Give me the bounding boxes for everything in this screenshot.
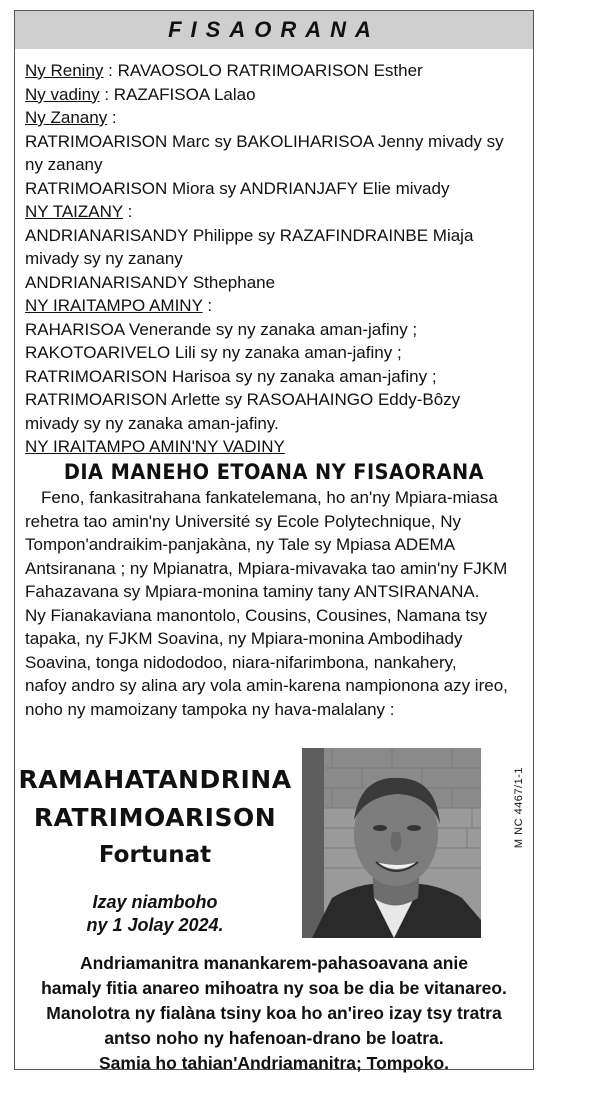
iraitampo-heading bbox=[25, 294, 523, 318]
closing-line: antso noho ny hafenoan-drano be loatra. bbox=[104, 1028, 444, 1048]
reniny-label: Ny Reniny bbox=[25, 61, 104, 80]
reniny-line bbox=[25, 59, 523, 83]
iraitampo-line: RAKOTOARIVELO Lili sy ny zanaka aman-jafiny ; bbox=[25, 343, 402, 362]
taizany-line: mivady sy ny zanany bbox=[25, 249, 183, 268]
taizany-line: ANDRIANARISANDY Philippe sy RAZAFINDRAINBE Miaja bbox=[25, 225, 474, 245]
iraitampo-line: RATRIMOARISON Arlette sy RASOAHAINGO Eddy-Bôzy bbox=[25, 390, 461, 409]
iraitampo-suffix: : bbox=[202, 296, 213, 315]
closing-line: Manolotra ny fialàna tsiny koa ho an'ireo izay tsy tratra bbox=[46, 1003, 502, 1023]
closing-message bbox=[15, 951, 533, 1076]
thanks-paragraph-1 bbox=[25, 486, 523, 604]
thanks-line: Tompon'andraikim-panjakàna, ny Tale sy Mpiasa ADEMA bbox=[25, 535, 456, 554]
taizany-label: NY TAIZANY bbox=[25, 202, 123, 221]
thanks-line: Soavina, tonga nidododoo, niara-nifarimbona, nankahery, bbox=[25, 652, 457, 672]
deceased-portrait bbox=[302, 748, 481, 938]
notice-content bbox=[25, 59, 523, 721]
thanks-line: Antsiranana ; ny Mpianatra, Mpiara-mivavaka tao amin'ny FJKM bbox=[25, 558, 508, 578]
iraitampo-line: RAHARISOA Venerande sy ny zanaka aman-jafiny ; bbox=[25, 319, 418, 339]
portrait-photo bbox=[302, 748, 481, 938]
zanany-suffix: : bbox=[107, 108, 117, 127]
iraitampo-label: NY IRAITAMPO AMINY bbox=[25, 296, 203, 315]
closing-line: Andriamanitra manankarem-pahasoavana anie bbox=[79, 953, 469, 973]
zanany-line: ny zanany bbox=[25, 155, 103, 174]
closing-line: hamaly fitia anareo mihoatra ny soa be dia be vitanareo. bbox=[41, 978, 507, 998]
iraitampo-vadiny-heading bbox=[25, 435, 523, 459]
thanks-line: noho ny mamoizany tampoka ny hava-malalany : bbox=[25, 699, 395, 719]
notice-frame bbox=[14, 10, 534, 1073]
thanks-line: nafoy andro sy alina ary vola amin-karena nampionona azy ireo, bbox=[25, 676, 508, 695]
closing-line: Samia ho tahian'Andriamanitra; Tompoko. bbox=[99, 1053, 449, 1073]
deceased-block bbox=[15, 761, 295, 937]
thanks-line: rehetra tao amin'ny Université sy Ecole Polytechnique, Ny bbox=[25, 511, 462, 531]
taizany-suffix: : bbox=[122, 202, 133, 221]
vadiny-value: : RAZAFISOA Lalao bbox=[99, 84, 256, 104]
vadiny-line bbox=[25, 83, 523, 107]
reference-code: M NC 4467/1-1 bbox=[513, 767, 525, 849]
deceased-name-2: RATRIMOARISON bbox=[33, 803, 277, 832]
thanks-line: Ny Fianakaviana manontolo, Cousins, Cousines, Namana tsy bbox=[25, 605, 488, 625]
zanany-line: RATRIMOARISON Marc sy BAKOLIHARISOA Jenny mivady sy bbox=[25, 131, 504, 151]
deceased-date-line-2: ny 1 Jolay 2024. bbox=[86, 915, 224, 935]
zanany-label: Ny Zanany bbox=[25, 108, 108, 127]
taizany-line: ANDRIANARISANDY Sthephane bbox=[25, 272, 276, 292]
thanks-line: Fahazavana sy Mpiara-monina taminy tany ANTSIRANANA. bbox=[25, 582, 480, 601]
reniny-value: : RAVAOSOLO RATRIMOARISON Esther bbox=[103, 61, 423, 80]
notice-title: FISAORANA bbox=[15, 11, 533, 49]
deceased-name-1: RAMAHATANDRINA bbox=[18, 765, 292, 794]
iraitampo-vadiny-label: NY IRAITAMPO AMIN'NY VADINY bbox=[25, 437, 285, 456]
iraitampo-line: mivady sy ny zanaka aman-jafiny. bbox=[25, 413, 279, 433]
thanks-paragraph-2 bbox=[25, 604, 523, 722]
zanany-line: RATRIMOARISON Miora sy ANDRIANJAFY Elie mivady bbox=[25, 178, 450, 198]
thanks-line: tapaka, ny FJKM Soavina, ny Mpiara-monina Ambodihady bbox=[25, 629, 463, 648]
deceased-date-line-1: Izay niamboho bbox=[92, 892, 218, 912]
taizany-heading bbox=[25, 200, 523, 224]
thanks-heading: DIA MANEHO ETOANA NY FISAORANA bbox=[63, 459, 485, 484]
zanany-heading bbox=[25, 106, 523, 130]
vadiny-label: Ny vadiny bbox=[25, 84, 100, 104]
deceased-name-3: Fortunat bbox=[98, 842, 212, 868]
iraitampo-line: RATRIMOARISON Harisoa sy ny zanaka aman-jafiny ; bbox=[25, 366, 437, 386]
thanks-line: Feno, fankasitrahana fankatelemana, ho an'ny Mpiara-miasa bbox=[41, 488, 498, 507]
